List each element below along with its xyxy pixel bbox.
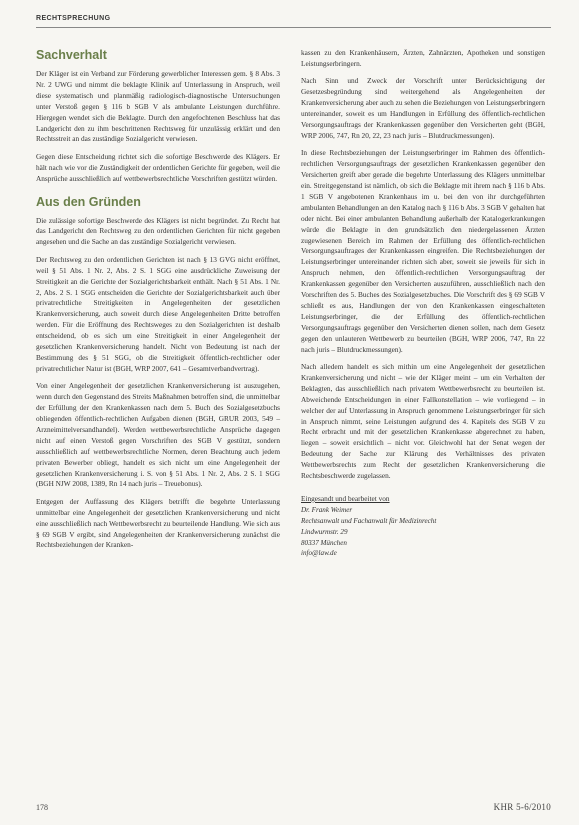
author-name: Dr. Frank Weimer — [301, 505, 353, 514]
author-title: Rechtsanwalt und Fachanwalt für Medizinrecht — [301, 516, 437, 525]
header-rule — [36, 27, 551, 28]
paragraph: Der Rechtsweg zu den ordentlichen Gerichten ist nach § 13 GVG nicht eröffnet, weil § 51 Abs. 1 Nr. 2, Abs. 2 S. 1 SGG eine ausdrückliche Zuweisung der Streitigkeit an die Gerichte der Sozialgerichtsbarkeit enthält. Nach § 51 Abs. 1 Nr. 2, Abs. 2 S. 1 SGG entscheiden die Gerichte der Sozialgerichtsbarkeit auch über privatrechtliche Streitigkeiten in Angelegenheiten der gesetzlichen Krankenversicherung, auch soweit durch diese Angelegenheiten Dritte betroffen werden. Für die Eröffnung des Rechtsweges zu den Sozialgerichten ist deshalb entscheidend, ob es sich um eine Streitigkeit in einer Angelegenheit der gesetzlichen Krankenversicherung handelt. Nicht von Bedeutung ist nach der Bestimmung des § 51 SGG, ob die Streitigkeit öffentlich-rechtlicher oder privatrechtlicher Natur ist (BGH, WRP 2007, 641 – Gesamtverbandvertrag). — [36, 254, 280, 373]
paragraph: Entgegen der Auffassung des Klägers betrifft die begehrte Unterlassung unmittelbar eine Angelegenheit der gesetzlichen Krankenversicherung und nicht eine ausschließlich nach Wettbewerbsrecht zu beurteilende Handlung. Wie sich aus § 69 SGB V ergibt, sind Angelegenheiten der Krankenversicherung zunächst die Rechtsbeziehungen der Kranken- — [36, 496, 280, 550]
running-head: RECHTSPRECHUNG — [36, 15, 111, 22]
paragraph: In diese Rechtsbeziehungen der Leistungserbringer im Rahmen des öffentlich-rechtlichen Versorgungsauftrags der gesetzlichen Krankenkassen gegenüber den Versicherten greift aber gerade die begehrte Unterlassung des Klägers unmittelbar ein. Streitgegenstand ist nämlich, ob sich die Beklagte mit ihrem nach § 116 b Abs. 1 SGB V angebotenen Krankenhaus im u. bei den von ihr durchgeführten ambulanten Behandlungen an den Katalog nach § 116 b Abs. 3 SGB V gehalten hat oder nicht. Bei einer ambulanten Behandlung außerhalb der Katalogerkrankungen würde die Beklagte in den grundsätzlich den niedergelassenen Ärzten zugewiesenen Bereich im Rahmen der Erfüllung des öffentlich-rechtlichen Versorgungsauftrages der Krankenkassen eingreifen. Die Rechtsbeziehungen der Leistungserbringer untereinander richten sich aber, soweit sie jeweils für sich in Anspruch nehmen, den öffentlich-rechtlichen Versorgungsauftrag der Krankenkassen gegenüber den Versicherten auszuführen, ausschließlich nach den Vorschriften des 5. Buches des Sozialgesetzbuches. Die Vorschrift des § 69 SGB V schließt es aus, Handlungen der von den Krankenkassen eingeschalteten Leistungserbringer, die der Erfüllung des öffentlich-rechtlichen Versorgungsauftrags gegenüber den Versicherten dienen sollen, nach dem Gesetz gegen den unlauteren Wettbewerb zu beurteilen (BGH, WRP 2006, 747, Rn 22 nach juris – Blutdruckmessungen). — [301, 148, 545, 354]
paragraph: Die zulässige sofortige Beschwerde des Klägers ist nicht begründet. Zu Recht hat das Landgericht den Rechtsweg zu den ordentlichen Gerichten für nicht gegeben angesehen und die Sache an das zuständige Sozialgericht verwiesen. — [36, 215, 280, 247]
journal-issue: KHR 5-6/2010 — [493, 802, 551, 812]
paragraph: Von einer Angelegenheit der gesetzlichen Krankenversicherung ist auszugehen, wenn durch den Gegenstand des Streits Maßnahmen betroffen sind, die unmittelbar der Erfüllung der den Krankenkassen nach dem 5. Buch des Sozialgesetzbuchs obliegenden öffentlich-rechtlichen Aufgaben dienen (BGH, GRUR 2003, 549 – Arzneimittelversandhandel). Werden wettbewerbsrechtliche Ansprüche dagegen nicht auf einen Verstoß gegen Vorschriften des SGB V gestützt, sondern ausschließlich auf wettbewerbsrechtliche Normen, deren Beachtung auch jedem privaten Bewerber obliegt, handelt es sich nicht um eine Angelegenheit der gesetzlichen Krankenversicherung i. S. von § 51 Abs. 1 Nr. 2, Abs. 2 S. 1 SGG (BGH NJW 2008, 1389, Rn 14 nach juris – Treuebonus). — [36, 381, 280, 489]
paragraph: Der Kläger ist ein Verband zur Förderung gewerblicher Interessen gem. § 8 Abs. 3 Nr. 2 UWG und nimmt die beklagte Klinik auf Unterlassung in Anspruch, weil diese systematisch und planmäßig radiologisch-diagnostische Untersuchungen unter Verstoß gegen § 116 b SGB V als ambulante Leistungen durchführe. Hiergegen wendet sich die Beklagte. Durch den angefochtenen Beschluss hat das Landgericht den zu ihm beschrittenen Rechtsweg für unzulässig erklärt und den Rechtsstreit an das zuständige Sozialgericht verwiesen. — [36, 69, 280, 144]
paragraph: Nach alledem handelt es sich mithin um eine Angelegenheit der gesetzlichen Krankenversicherung und nicht – wie der Kläger meint – um ein Verhalten der Beklagten, das ausschließlich nach privatem Wettbewerbsrecht zu beurteilen ist. Abweichende Entscheidungen in einer Fallkonstellation – wie vorliegend – in welcher der auf Unterlassung in Anspruch genommene Leistungserbringer für sich in Anspruch nimmt, seine Leistungen aufgrund des 4. Kapitels des SGB V zu Recht erbracht und mit der gesetzlichen Krankenkasse abgerechnet zu haben, liegen – soweit ersichtlich – nicht vor. Gleichwohl hat der Senat wegen der Bedeutung der Sache zur Klärung des Verhältnisses des privaten Wettbewerbsrechts zum Recht der gesetzlichen Krankenversicherung die Rechtsbeschwerde zugelassen. — [301, 361, 545, 481]
author-street: Lindwurmstr. 29 — [301, 527, 348, 536]
paragraph: Gegen diese Entscheidung richtet sich die sofortige Beschwerde des Klägers. Er hält nach wie vor die Zuständigkeit der ordentlichen Gerichte für gegeben, weil die Ansprüche ausschließlich auf wettbewerbsrechtliche Vorschriften gestützt würden. — [36, 151, 280, 183]
author-email[interactable]: info@law.de — [301, 549, 337, 558]
author-city: 80337 München — [301, 538, 347, 547]
paragraph: kassen zu den Krankenhäusern, Ärzten, Zahnärzten, Apotheken und sonstigen Leistungserbringern. — [301, 48, 545, 68]
paragraph: Nach Sinn und Zweck der Vorschrift unter Berücksichtigung der Gesetzesbegründung sind weitergehend als Angelegenheiten der Krankenversicherung aber auch zu sehen die Beziehungen von Leistungserbringern untereinander, soweit es um Handlungen in Erfüllung des öffentlich-rechtlichen Versorgungsauftrags der Krankenkassen gegenüber den Versicherten geht (BGH, WRP 2006, 747, Rn 20, 22, 23 nach juris – Blutdruckmessungen). — [301, 76, 545, 140]
author-label: Eingesandt und bearbeitet von — [301, 493, 390, 503]
heading-sachverhalt: Sachverhalt — [36, 48, 107, 62]
page-number: 178 — [36, 803, 48, 812]
left-column — [36, 48, 280, 558]
right-column — [301, 48, 545, 559]
heading-gruende: Aus den Gründen — [36, 194, 141, 209]
author-block — [301, 494, 545, 559]
